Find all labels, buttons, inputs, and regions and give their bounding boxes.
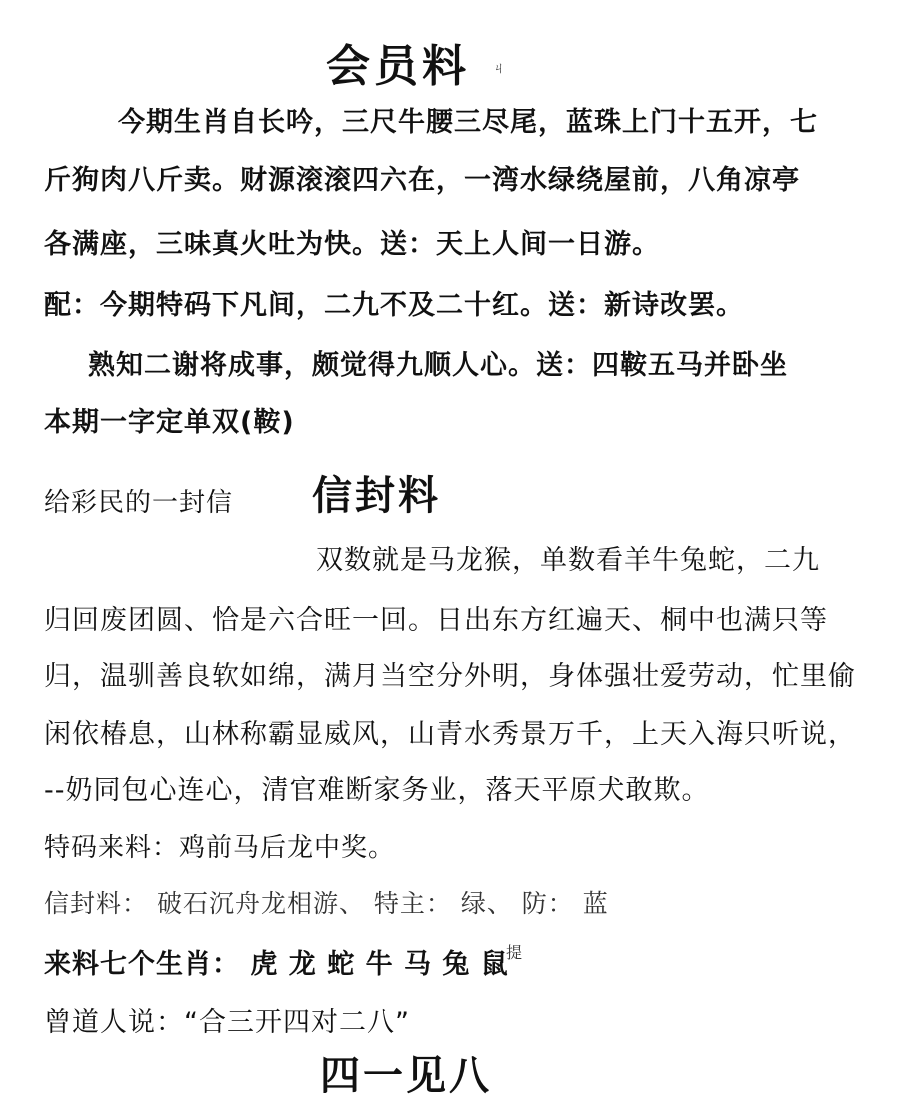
seven-zodiac-line: 来料七个生肖： 虎 龙 蛇 牛 马 兔 鼠 (44, 949, 509, 980)
four-one-see-eight-title: 四一见八 (320, 1053, 492, 1099)
member-tip-title: 会员料 (326, 41, 470, 92)
special-code-line: 特码来料：鸡前马后龙中奖。 (44, 833, 396, 863)
poem-line-5: --奶同包心连心，清官难断家务业，落天平原犬敢欺。 (44, 775, 710, 806)
letter-subtitle: 给彩民的一封信 (44, 488, 234, 518)
zodiac-scan-mark: 提 (506, 943, 523, 962)
member-paragraph-line-2: 斤狗肉八斤卖。财源滚滚四六在，一湾水绿绕屋前，八角凉亭 (44, 165, 800, 196)
member-paragraph-line-1: 今期生肖自长吟，三尺牛腰三尽尾，蓝珠上门十五开，七 (118, 107, 818, 138)
envelope-material-line: 信封料： 破石沉舟龙相游、 特主： 绿、 防： 蓝 (44, 889, 609, 918)
zeng-daoren-line: 曾道人说：“合三开四对二八” (44, 1007, 410, 1038)
poem-line-3: 归，温驯善良软如绵，满月当空分外明，身体强壮爱劳动，忙里偷 (44, 661, 856, 692)
familiar-line: 熟知二谢将成事，颇觉得九顺人心。送：四鞍五马并卧坐 (88, 350, 788, 381)
envelope-title: 信封料 (312, 473, 441, 519)
poem-line-4: 闲依椿息，山林称霸显威风，山青水秀景万千，上天入海只听说， (44, 719, 856, 750)
title-scan-mark: ㄐ (492, 61, 506, 77)
poem-line-2: 归回废团圆、恰是六合旺一回。日出东方红遍天、桐中也满只等 (44, 605, 828, 636)
odd-even-line: 本期一字定单双(鞍) (44, 407, 295, 438)
pairing-line: 配：今期特码下凡间，二九不及二十红。送：新诗改罢。 (44, 290, 744, 321)
poem-line-1: 双数就是马龙猴，单数看羊牛兔蛇，二九 (316, 545, 820, 576)
member-paragraph-line-3: 各满座，三味真火吐为快。送：天上人间一日游。 (44, 229, 660, 260)
